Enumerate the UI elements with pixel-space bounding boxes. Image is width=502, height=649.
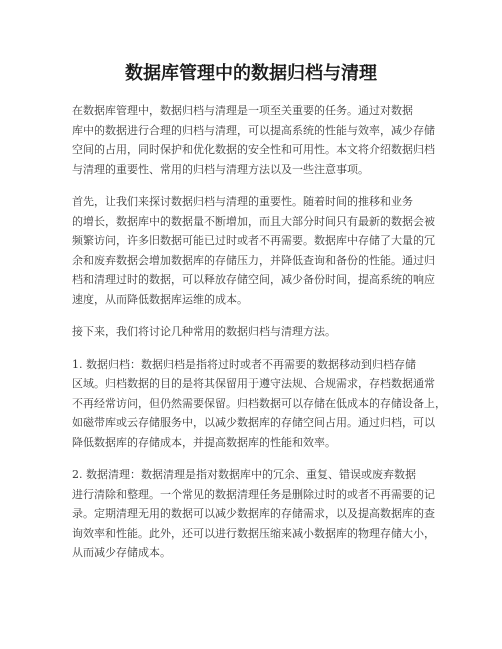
paragraph-archiving (72, 355, 446, 453)
paragraph-line: 频繁访问，许多旧数据可能已过时或者不再需要。数据库中存储了大量的冗 (72, 234, 435, 247)
paragraph-cleanup (72, 465, 438, 563)
paragraph-line: 余和废弃数据会增加数据库的存储压力，并降低查询和备份的性能。通过归 (72, 253, 435, 267)
paragraph-line: 接下来，我们将讨论几种常用的数据归档与清理方法。 (72, 325, 336, 338)
paragraph-line: 与清理的重要性、常用的归档与清理方法以及一些注意事项。 (72, 162, 369, 176)
paragraph-line: 1. 数据归档：数据归档是指将过时或者不再需要的数据移动到归档存储 (72, 357, 416, 371)
paragraph-line: 区域。归档数据的目的是将其保留用于遵守法规、合规需求，存档数据通常 (72, 377, 435, 390)
paragraph-line: 询效率和性能。此外，还可以进行数据压缩来减小数据库的物理存储大小， (72, 526, 435, 540)
paragraph-line: 在数据库管理中，数据归档与清理是一项至关重要的任务。通过对数据 (72, 104, 413, 117)
paragraph-line: 档和清理过时的数据，可以释放存储空间，减少备份时间，提高系统的响应 (72, 273, 435, 286)
paragraph-intro (72, 101, 438, 179)
paragraph-methods-intro (72, 322, 438, 342)
paragraph-line: 空间的占用，同时保护和优化数据的安全性和可用性。本文将介绍数据归档 (72, 143, 435, 156)
paragraph-line: 进行清除和整理。一个常见的数据清理任务是删除过时的或者不再需要的记 (72, 487, 435, 501)
paragraph-line: 速度，从而降低数据库运维的成本。 (72, 292, 248, 306)
paragraph-line: 的增长，数据库中的数据量不断增加，而且大部分时间只有最新的数据会被 (72, 214, 435, 228)
paragraph-line: 如磁带库或云存储服务中，以减少数据库的存储空间占用。通过归档，可以 (72, 416, 435, 429)
paragraph-line: 库中的数据进行合理的归档与清理，可以提高系统的性能与效率，减少存储 (72, 123, 435, 137)
document-body (72, 101, 446, 576)
paragraph-importance (72, 192, 438, 309)
paragraph-line: 2. 数据清理：数据清理是指对数据库中的冗余、重复、错误或废弃数据 (72, 468, 416, 481)
paragraph-line: 录。定期清理无用的数据可以减少数据库的存储需求，以及提高数据库的查 (72, 507, 435, 520)
paragraph-line: 从而减少存储成本。 (72, 546, 171, 559)
paragraph-line: 首先，让我们来探讨数据归档与清理的重要性。随着时间的推移和业务 (72, 195, 413, 208)
paragraph-line: 不再经常访问，但仍然需要保留。归档数据可以存储在低成本的存储设备上， (72, 396, 446, 410)
document-title: 数据库管理中的数据归档与清理 (125, 63, 377, 84)
paragraph-line: 降低数据库的存储成本，并提高数据库的性能和效率。 (72, 435, 336, 449)
